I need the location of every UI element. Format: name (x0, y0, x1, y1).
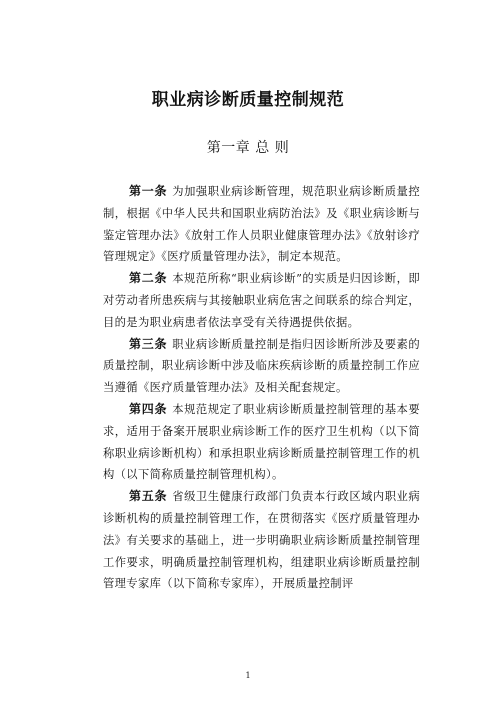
article-text: 为加强职业病诊断管理，规范职业病诊断质量控制，根据《中华人民共和国职业病防治法》及《职业病诊断与鉴定管理办法》《放射工作人员职业健康管理办法》《放射诊疗管理规定》《医疗质量管理办法》，制定本规范。 (103, 185, 420, 264)
article-text: 职业病诊断质量控制是指归因诊断所涉及要素的质量控制，职业病诊断中涉及临床疾病诊断的质量控制工作应当遵循《医疗质量管理办法》及相关配套规定。 (103, 337, 420, 395)
article-number: 第三条 (129, 336, 168, 351)
article-number: 第二条 (129, 271, 168, 286)
article-4 (103, 399, 420, 486)
article-number: 第五条 (129, 489, 168, 504)
chapter-heading: 第一章 总 则 (206, 140, 290, 156)
article-number: 第四条 (129, 401, 168, 416)
article-1 (103, 181, 420, 268)
article-5 (103, 486, 420, 595)
article-text: 本规范规定了职业病诊断质量控制管理的基本要求，适用于备案开展职业病诊断工作的医疗卫生机构（以下简称职业病诊断机构）和承担职业病诊断质量控制管理工作的机构（以下简称质量控制管理机构）。 (103, 402, 420, 482)
article-text: 省级卫生健康行政部门负责本行政区域内职业病诊断机构的质量控制管理工作，在贯彻落实《医疗质量管理办法》有关要求的基础上，进一步明确职业病诊断质量控制管理工作要求，明确质量控制管理机构，组建职业病诊断质量控制管理专家库（以下简称专家库），开展质量控制评 (103, 490, 420, 591)
article-number: 第一条 (129, 184, 168, 198)
document-body (103, 181, 420, 595)
document-title: 职业病诊断质量控制规范 (151, 90, 345, 110)
article-2 (103, 268, 420, 333)
page-number: 1 (245, 671, 251, 680)
article-text: 本规范所称“职业病诊断”的实质是归因诊断，即对劳动者所患疾病与其接触职业病危害之间联系的综合判定，目的是为职业病患者依法享受有关待遇提供依据。 (103, 272, 420, 329)
article-3 (103, 334, 420, 399)
